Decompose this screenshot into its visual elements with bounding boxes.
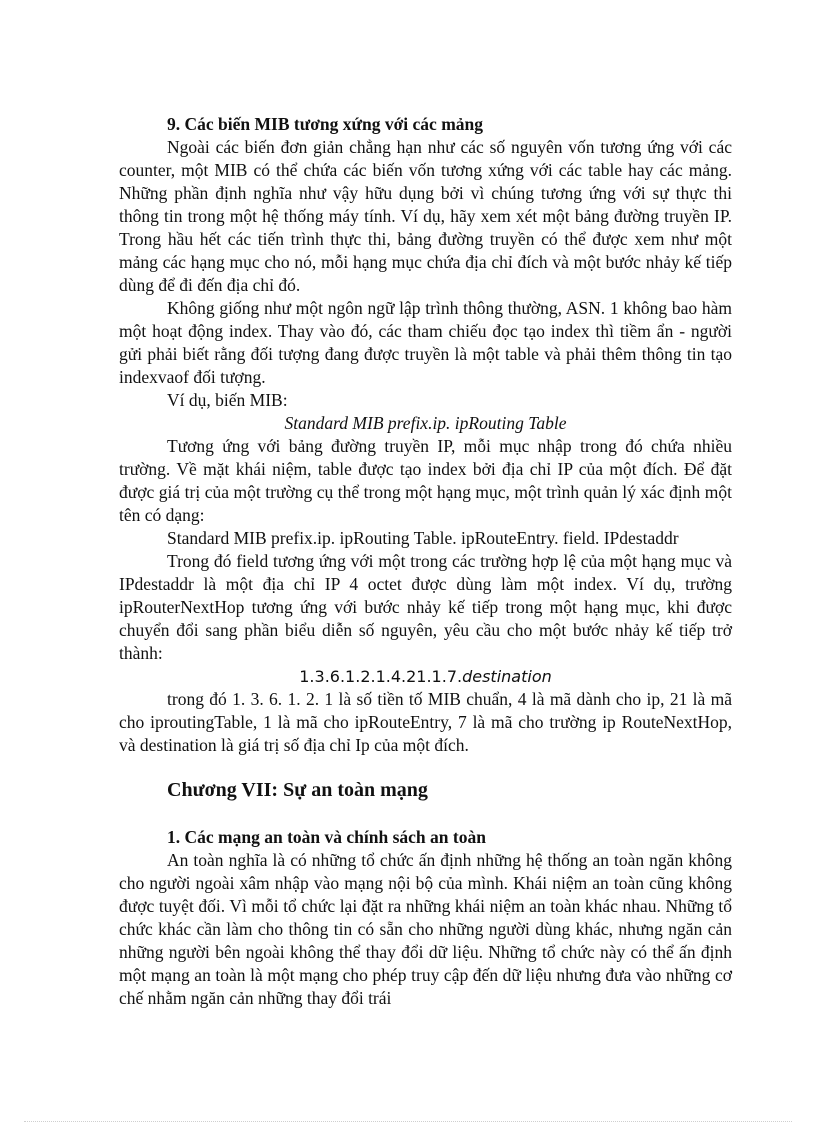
oid-number: 1.3.6.1.2.1.4.21.1.7.	[299, 667, 463, 686]
example-mib-variable: Standard MIB prefix.ip. ipRouting Table	[284, 413, 567, 433]
document-page	[119, 113, 732, 1010]
paragraph: trong đó 1. 3. 6. 1. 2. 1 là số tiền tố MIB chuẩn, 4 là mã dành cho ip, 21 là mã cho iproutingTable, 1 là mã cho ipRouteEntry, 7 là mã cho trường ip RouteNextHop, và destination là giá trị số địa chỉ Ip của một đích.	[119, 689, 732, 755]
section-heading: 1. Các mạng an toàn và chính sách an toàn	[167, 827, 486, 847]
paragraph: An toàn nghĩa là có những tổ chức ấn định những hệ thống an toàn ngăn không cho người ngoài xâm nhập vào mạng nội bộ của mình. Khái niệm an toàn cũng không được tuyệt đối. Vì mỗi tổ chức lại đặt ra những khái niệm an toàn khác nhau. Những tổ chức khác cần làm cho thông tin có sẵn cho những người dùng khác, nhưng ngăn cản những người bên ngoài không thể thay đổi dữ liệu. Những tổ chức này có thể ấn định một mạng an toàn là một mạng cho phép truy cập đến dữ liệu nhưng đưa vào những cơ chế nhằm ngăn cản những thay đổi trái	[119, 850, 732, 1008]
paragraph: Trong đó field tương ứng với một trong các trường hợp lệ của một hạng mục và IPdestaddr là một địa chỉ IP 4 octet được dùng làm một index. Ví dụ, trường ipRouterNextHop tương ứng với bước nhảy kế tiếp trong một hạng mục, khi được chuyển đổi sang phần biểu diễn số nguyên, yêu cầu cho một bước nhảy kế tiếp trở thành:	[119, 551, 732, 663]
example-label: Ví dụ, biến MIB:	[167, 390, 288, 410]
chapter-title: Chương VII: Sự an toàn mạng	[167, 779, 428, 801]
paragraph: Không giống như một ngôn ngữ lập trình thông thường, ASN. 1 không bao hàm một hoạt động index. Thay vào đó, các tham chiếu đọc tạo index thì tiềm ẩn - người gửi phải biết rằng đối tượng đang được truyền là một table và phải thêm thông tin tạo indexvaof đối tượng.	[119, 298, 732, 387]
name-form: Standard MIB prefix.ip. ipRouting Table. ipRouteEntry. field. IPdestaddr	[167, 528, 679, 548]
oid-formula	[119, 665, 732, 688]
paragraph: Ngoài các biến đơn giản chẳng hạn như các số nguyên vốn tương ứng với các counter, một MIB có thể chứa các biến vốn tương xứng với các table hay các mảng. Những phần định nghĩa như vậy hữu dụng bởi vì chúng tương ứng với sự thực thi thông tin trong một hệ thống máy tính. Ví dụ, hãy xem xét một bảng đường truyền IP. Trong hầu hết các tiến trình thực thi, bảng đường truyền có thể được xem như một mảng các hạng mục cho nó, mỗi hạng mục chứa địa chỉ đích và một bước nhảy kế tiếp dùng để đi đến địa chỉ đó.	[119, 137, 732, 295]
oid-suffix: destination	[462, 667, 552, 686]
paragraph: Tương ứng với bảng đường truyền IP, mỗi mục nhập trong đó chứa nhiều trường. Về mặt khái niệm, table được tạo index bởi địa chỉ IP của một đích. Để đặt được giá trị của một trường cụ thể trong một hạng mục, một trình quản lý xác định một tên có dạng:	[119, 436, 732, 525]
page-bottom-border	[24, 1121, 792, 1122]
section-heading: 9. Các biến MIB tương xứng với các mảng	[167, 114, 484, 134]
